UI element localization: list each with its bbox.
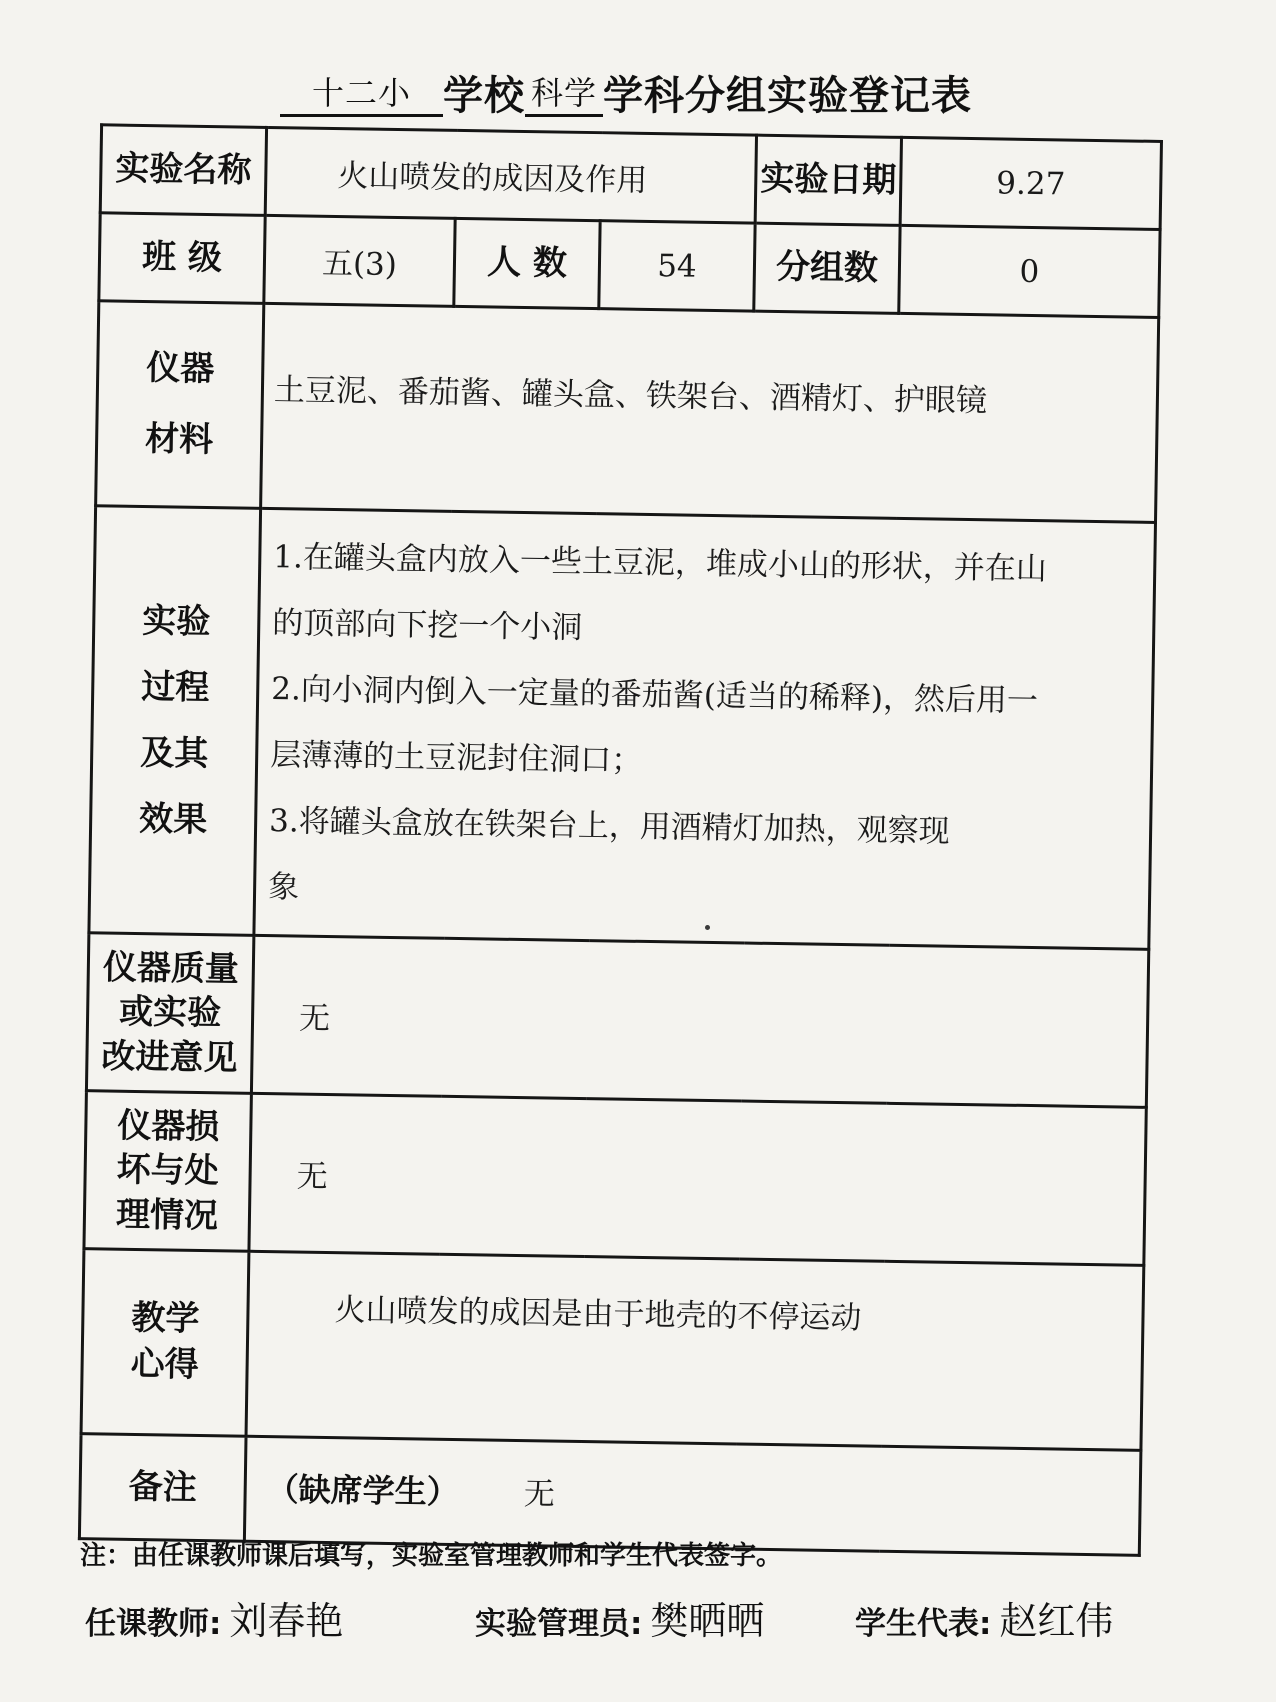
experiment-name-value: 火山喷发的成因及作用 — [265, 127, 756, 223]
damage-label — [84, 1091, 251, 1252]
process-line: 2.向小洞内倒入一定量的番茄酱(适当的稀释)，然后用一 — [270, 671, 1039, 720]
count-label: 人 数 — [454, 218, 600, 308]
process-label-line: 过程 — [140, 667, 210, 709]
title-suffix: 学科分组实验登记表 — [603, 72, 973, 119]
student-name: 赵红伟 — [999, 1599, 1114, 1643]
reflection-label-line: 心得 — [130, 1343, 199, 1386]
process-label-line: 及其 — [139, 733, 209, 775]
damage-label-line: 坏与处 — [116, 1150, 219, 1192]
teacher-label: 任课教师: — [85, 1606, 222, 1642]
damage-label-line: 仪器损 — [117, 1105, 220, 1148]
student-signature — [855, 1590, 1113, 1645]
quality-value: 无 — [251, 935, 1148, 1107]
quality-label — [86, 933, 253, 1094]
quality-label-line: 改进意见 — [101, 1036, 238, 1079]
date-value: 9.27 — [900, 137, 1161, 229]
process-line: 的顶部向下挖一个小洞 — [272, 605, 583, 646]
ink-dot — [705, 925, 710, 930]
process-value — [254, 508, 1156, 949]
experiment-register-table — [78, 123, 1163, 1557]
absent-label: （缺席学生） — [266, 1469, 459, 1511]
form-title — [280, 62, 1040, 122]
row-damage — [84, 1091, 1146, 1266]
date-label: 实验日期 — [755, 135, 901, 225]
subject-fill: 科学 — [525, 68, 603, 117]
row-materials — [96, 301, 1159, 523]
quality-label-line: 或实验 — [118, 992, 222, 1034]
process-line: 层薄薄的土豆泥封住洞口； — [269, 737, 643, 779]
reflection-label — [81, 1249, 249, 1437]
school-name-fill: 十二小 — [280, 68, 443, 117]
admin-signature — [475, 1590, 764, 1645]
teacher-name: 刘春艳 — [229, 1599, 344, 1643]
process-label-line: 效果 — [138, 799, 208, 841]
row-reflection — [81, 1249, 1144, 1451]
admin-name: 樊晒晒 — [650, 1599, 765, 1643]
process-line: 1.在罐头盒内放入一些土豆泥，堆成小山的形状，并在山 — [273, 539, 1048, 588]
process-label — [89, 506, 261, 936]
row-class — [99, 213, 1160, 318]
row-experiment-name — [100, 125, 1161, 230]
process-line: 3.将罐头盒放在铁架台上，用酒精灯加热，观察现 — [268, 803, 950, 850]
materials-label — [96, 301, 264, 509]
signature-row — [85, 1590, 1185, 1650]
groups-label: 分组数 — [754, 223, 900, 313]
materials-label-line: 材料 — [144, 419, 214, 461]
groups-value: 0 — [899, 225, 1160, 317]
materials-value: 土豆泥、番茄酱、罐头盒、铁架台、酒精灯、护眼镜 — [261, 303, 1159, 522]
remarks-label: 备注 — [79, 1434, 246, 1542]
class-value: 五(3) — [264, 215, 455, 306]
damage-label-line: 理情况 — [115, 1194, 219, 1236]
teacher-signature — [85, 1590, 343, 1645]
reflection-value: 火山喷发的成因是由于地壳的不停运动 — [246, 1251, 1144, 1450]
student-label: 学生代表: — [855, 1606, 992, 1642]
process-label-line: 实验 — [142, 601, 211, 643]
experiment-name-label: 实验名称 — [100, 125, 266, 216]
absent-value: 无 — [523, 1475, 556, 1513]
quality-label-line: 仪器质量 — [102, 947, 240, 990]
count-value: 54 — [599, 221, 755, 311]
materials-label-line: 仪器 — [145, 348, 215, 390]
row-process — [89, 506, 1156, 950]
damage-value: 无 — [249, 1093, 1146, 1265]
footer-note: 注：由任课教师课后填写，实验室管理教师和学生代表签字。 — [80, 1541, 783, 1571]
school-label: 学校 — [443, 72, 526, 119]
row-quality — [86, 933, 1148, 1108]
admin-label: 实验管理员: — [475, 1606, 643, 1642]
reflection-label-line: 教学 — [131, 1298, 200, 1340]
class-label: 班 级 — [99, 213, 265, 304]
process-line: 象 — [267, 869, 300, 906]
